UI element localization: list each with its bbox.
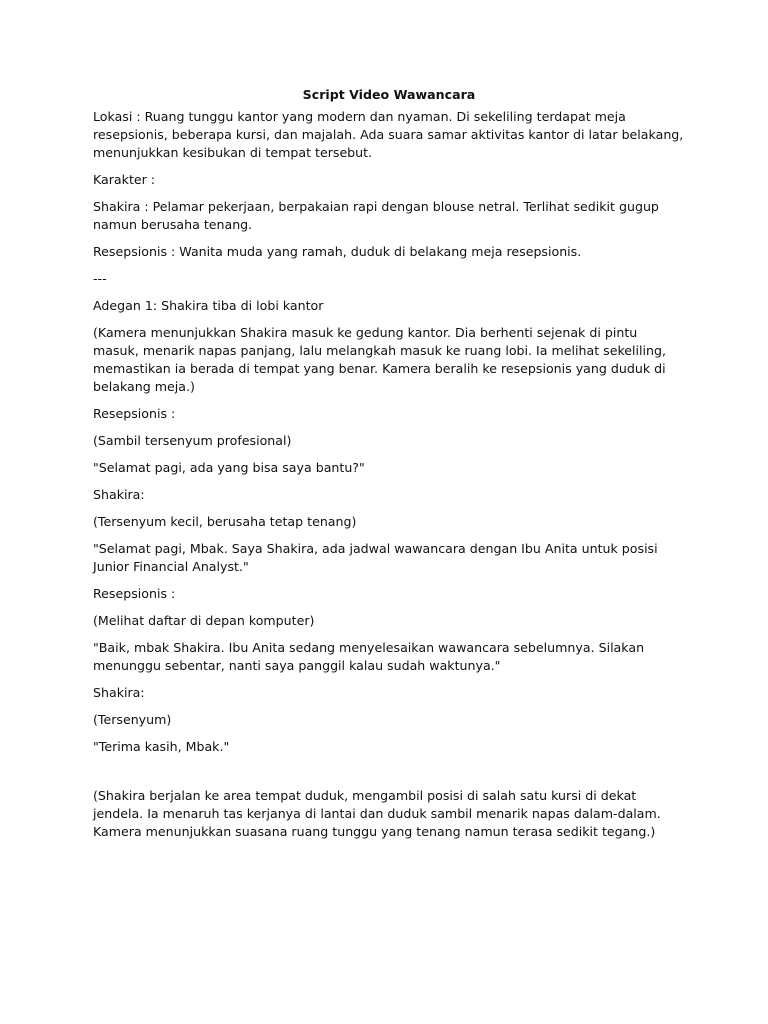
dialogue-line: "Selamat pagi, Mbak. Saya Shakira, ada jadwal wawancara dengan Ibu Anita untuk posisi Junior Financial Analyst." bbox=[93, 541, 658, 574]
closing-direction: (Shakira berjalan ke area tempat duduk, mengambil posisi di salah satu kursi di dekat jendela. Ia menaruh tas kerjanya di lantai dan duduk sambil menarik napas dalam-dalam. Kamera menunjukkan suasana ruang tunggu yang tenang namun terasa sedikit tegang.) bbox=[93, 788, 661, 839]
document-body bbox=[93, 86, 685, 850]
speaker-label: Resepsionis : bbox=[93, 406, 176, 421]
location-paragraph: Lokasi : Ruang tunggu kantor yang modern dan nyaman. Di sekeliling terdapat meja resepsionis, beberapa kursi, dan majalah. Ada suara samar aktivitas kantor di latar belakang, menunjukkan kesibukan di tempat tersebut. bbox=[93, 109, 684, 160]
character-shakira: Shakira : Pelamar pekerjaan, berpakaian rapi dengan blouse netral. Terlihat sedikit gugup namun berusaha tenang. bbox=[93, 199, 659, 232]
speaker-label: Shakira: bbox=[93, 487, 145, 502]
characters-heading: Karakter : bbox=[93, 172, 156, 187]
dialogue-line: "Selamat pagi, ada yang bisa saya bantu?" bbox=[93, 460, 365, 475]
separator-line: --- bbox=[93, 271, 107, 286]
scene-direction: (Kamera menunjukkan Shakira masuk ke gedung kantor. Dia berhenti sejenak di pintu masuk, menarik napas panjang, lalu melangkah masuk ke ruang lobi. Ia melihat sekeliling, memastikan ia berada di tempat yang benar. Kamera beralih ke resepsionis yang duduk di belakang meja.) bbox=[93, 325, 667, 394]
stage-direction: (Tersenyum) bbox=[93, 712, 172, 727]
stage-direction: (Melihat daftar di depan komputer) bbox=[93, 613, 315, 628]
document-title: Script Video Wawancara bbox=[302, 87, 476, 102]
speaker-label: Shakira: bbox=[93, 685, 145, 700]
stage-direction: (Sambil tersenyum profesional) bbox=[93, 433, 292, 448]
blank-space bbox=[93, 765, 685, 787]
dialogue-line: "Terima kasih, Mbak." bbox=[93, 739, 230, 754]
dialogue-line: "Baik, mbak Shakira. Ibu Anita sedang menyelesaikan wawancara sebelumnya. Silakan menunggu sebentar, nanti saya panggil kalau sudah waktunya." bbox=[93, 640, 645, 673]
character-receptionist: Resepsionis : Wanita muda yang ramah, duduk di belakang meja resepsionis. bbox=[93, 244, 582, 259]
stage-direction: (Tersenyum kecil, berusaha tetap tenang) bbox=[93, 514, 357, 529]
speaker-label: Resepsionis : bbox=[93, 586, 176, 601]
scene-heading: Adegan 1: Shakira tiba di lobi kantor bbox=[93, 298, 324, 313]
